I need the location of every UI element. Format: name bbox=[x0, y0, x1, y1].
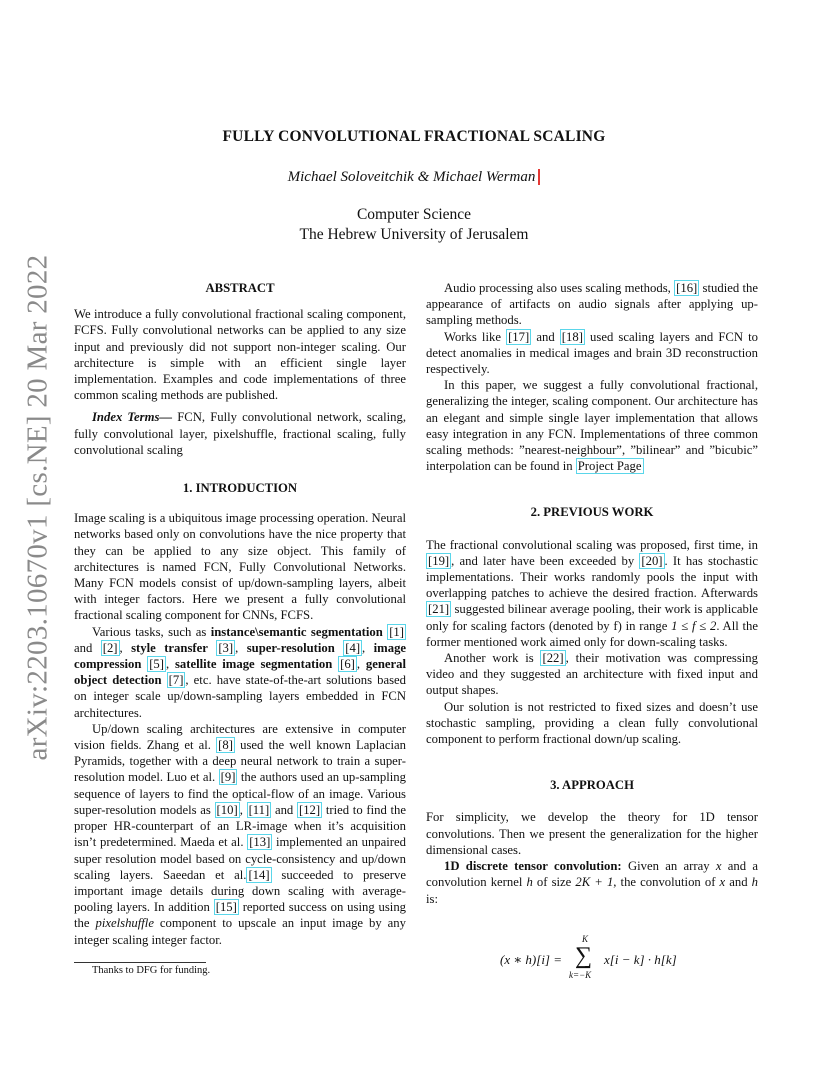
citation-link[interactable]: [7] bbox=[168, 673, 184, 688]
previous-work-paragraph-1: The fractional convolutional scaling was proposed, first time, in [19] , and later have been exceeded by [20] . It has stochastic implementations. Their works randomly pools the input with overlapping patches to achieve the desired fraction. Afterwards [21] suggested bilinear average pooling, their work is applicable only for scaling factors (denoted by f) in range 1 ≤ f ≤ 2. All the former mentioned work aimed only for down-scaling tasks. bbox=[426, 537, 759, 649]
author-names[interactable]: Michael Soloveitchik & Michael Werman bbox=[288, 169, 541, 185]
sum-lower-limit: k=−K bbox=[569, 970, 592, 980]
citation-link[interactable]: [14] bbox=[248, 867, 270, 882]
citation-link[interactable]: [6] bbox=[340, 657, 355, 672]
right-column bbox=[426, 280, 758, 907]
citation-link[interactable]: [17] bbox=[508, 329, 530, 344]
equation-lhs: (x ∗ h)[i] = bbox=[500, 952, 563, 967]
citation-link[interactable]: [15] bbox=[215, 900, 237, 915]
citation-link[interactable]: [19] bbox=[428, 553, 450, 568]
citation-link[interactable]: [4] bbox=[345, 640, 361, 655]
approach-paragraph-1: For simplicity, we develop the theory for 1D tensor convolutions. Then we present the generalization for the higher dimensional cases. bbox=[426, 810, 758, 857]
citation-link[interactable]: [20] bbox=[641, 553, 663, 568]
index-terms-label: Index Terms— bbox=[92, 410, 173, 425]
citation-link[interactable]: [22] bbox=[542, 651, 564, 666]
citation-link[interactable]: [13] bbox=[249, 835, 271, 850]
citation-link[interactable]: [12] bbox=[298, 802, 321, 817]
affiliation-dept: Computer Science bbox=[356, 206, 472, 223]
citation-link[interactable]: [8] bbox=[218, 738, 233, 753]
left-column bbox=[74, 280, 406, 948]
arxiv-side-stamp bbox=[18, 254, 58, 760]
sum-upper-limit: K bbox=[582, 934, 589, 944]
equation-rhs: x[i − k] · h[k] bbox=[604, 952, 677, 967]
intro-paragraph-2: Various tasks, such as instance\semantic segmentation [1] and [2] , style transfer [3] , super-resolution [4] , image compression [5] , satellite image segmentation [6] , general object detection [7] , etc. have state-of-the-art solutions based on integer scale up/down-sampling layers embedded in FCN architectures. bbox=[74, 624, 407, 720]
footnote: Thanks to DFG for funding. bbox=[92, 965, 211, 976]
affiliation-university: The Hebrew University of Jerusalem bbox=[299, 226, 529, 243]
summation-icon: ∑ bbox=[575, 943, 593, 969]
paper-title: FULLY CONVOLUTIONAL FRACTIONAL SCALING bbox=[222, 128, 606, 145]
intro-paragraph-1: Image scaling is a ubiquitous image processing operation. Neural networks based only on convolutions have the nice property that they can be applied to any size object. This family of architectures is named FCN, Fully Convolutional Networks. Many FCN models consist of up/down-sampling layers, albeit with integer factors. Here we present a fully convolutional fractional scaling component for CNNs, FCFS. bbox=[74, 511, 406, 623]
approach-paragraph-2: 1D discrete tensor convolution: Given an array x and a convolution kernel h of size 2K + 1, the convolution of x and h is: bbox=[426, 859, 758, 906]
index-terms: Index Terms— FCN, Fully convolutional network, scaling, fully convolutional layer, pixelshuffle, fractional scaling, fully convolutional scaling bbox=[74, 410, 406, 457]
math-pixelshuffle: pixelshuffle bbox=[95, 916, 154, 931]
intro-paragraph-3: Up/down scaling architectures are extensive in computer vision fields. Zhang et al. [8] used the well known Laplacian Pyramids, together with a deep neural network to train a super-resolution model. Luo et al. [9] the authors used an up-sampling sequence of layers to find the optical-flow of an image. Various super-resolution models as [10] , [11] and [12] tried to find the proper HR-counterpart of an LR-image when it’s acquisition isn’t predetermined. Maeda et al. [13] implemented an unpaired super resolution model based on cycle-consistency and up/down scaling layers. Saeedan et al. [14] succeeded to preserve important image details during down scaling with average-pooling layers. In addition [15] reported success on using using the pixelshuffle component to upscale an input image by any integer scaling integer factor. bbox=[74, 721, 407, 947]
abstract-text: We introduce a fully convolutional fractional scaling component, FCFS. Fully convolutional networks can be applied to any size input and previously did not support non-integer scaling. Our architecture is simple with an efficient single layer implementation. Examples and code implementations of three common scaling methods are published. bbox=[74, 307, 406, 403]
citation-link[interactable]: [1] bbox=[389, 624, 404, 639]
convolution-equation bbox=[500, 934, 690, 986]
right-paragraph-2: Works like [17] and [18] used scaling layers and FCN to detect anomalies in medical images and brain 3D reconstruction respectively. bbox=[426, 329, 758, 377]
previous-work-paragraph-3: Our solution is not restricted to fixed sizes and doesn’t use stochastic sampling, providing a clean fully convolutional component to perform fractional down/up scaling. bbox=[426, 699, 758, 747]
citation-link[interactable]: [9] bbox=[220, 770, 236, 785]
project-page-link[interactable]: Project Page bbox=[577, 459, 642, 474]
previous-work-paragraph-2: Another work is [22] , their motivation was compressing video and they suggested an architecture with fixed input and output shapes. bbox=[426, 651, 758, 698]
citation-link[interactable]: [18] bbox=[561, 329, 583, 344]
approach-heading: 3. APPROACH bbox=[550, 778, 634, 793]
citation-link[interactable]: [3] bbox=[218, 640, 234, 655]
citation-link[interactable]: [21] bbox=[428, 602, 450, 617]
citation-link[interactable]: [5] bbox=[149, 657, 164, 672]
citation-link[interactable]: [2] bbox=[102, 640, 118, 655]
right-paragraph-1: Audio processing also uses scaling methods, [16] studied the appearance of artifacts on audio signals after applying up-sampling methods. bbox=[426, 281, 758, 328]
math-range: 1 ≤ f ≤ 2 bbox=[671, 618, 717, 633]
right-paragraph-3: In this paper, we suggest a fully convolutional fractional, generalizing the integer, scaling component. Our architecture has an elegant and simple single layer implementation that allows easy integration in any FCN. Implementations of three common scaling methods: ”nearest-neighbour”, ”bilinear” and ”bicubic” interpolation can be found in Project Page bbox=[426, 378, 758, 474]
citation-link[interactable]: [16] bbox=[676, 281, 698, 295]
citation-link[interactable]: [11] bbox=[248, 802, 270, 817]
citation-link[interactable]: [10] bbox=[216, 802, 238, 817]
previous-work-heading: 2. PREVIOUS WORK bbox=[530, 505, 654, 520]
arxiv-id: arXiv:2203.10670v1 [cs.NE] 20 Mar 2022 bbox=[21, 254, 54, 760]
intro-heading: 1. INTRODUCTION bbox=[182, 481, 298, 496]
footnote-rule bbox=[74, 962, 206, 963]
abstract-heading: ABSTRACT bbox=[205, 281, 275, 295]
authors bbox=[0, 169, 828, 186]
